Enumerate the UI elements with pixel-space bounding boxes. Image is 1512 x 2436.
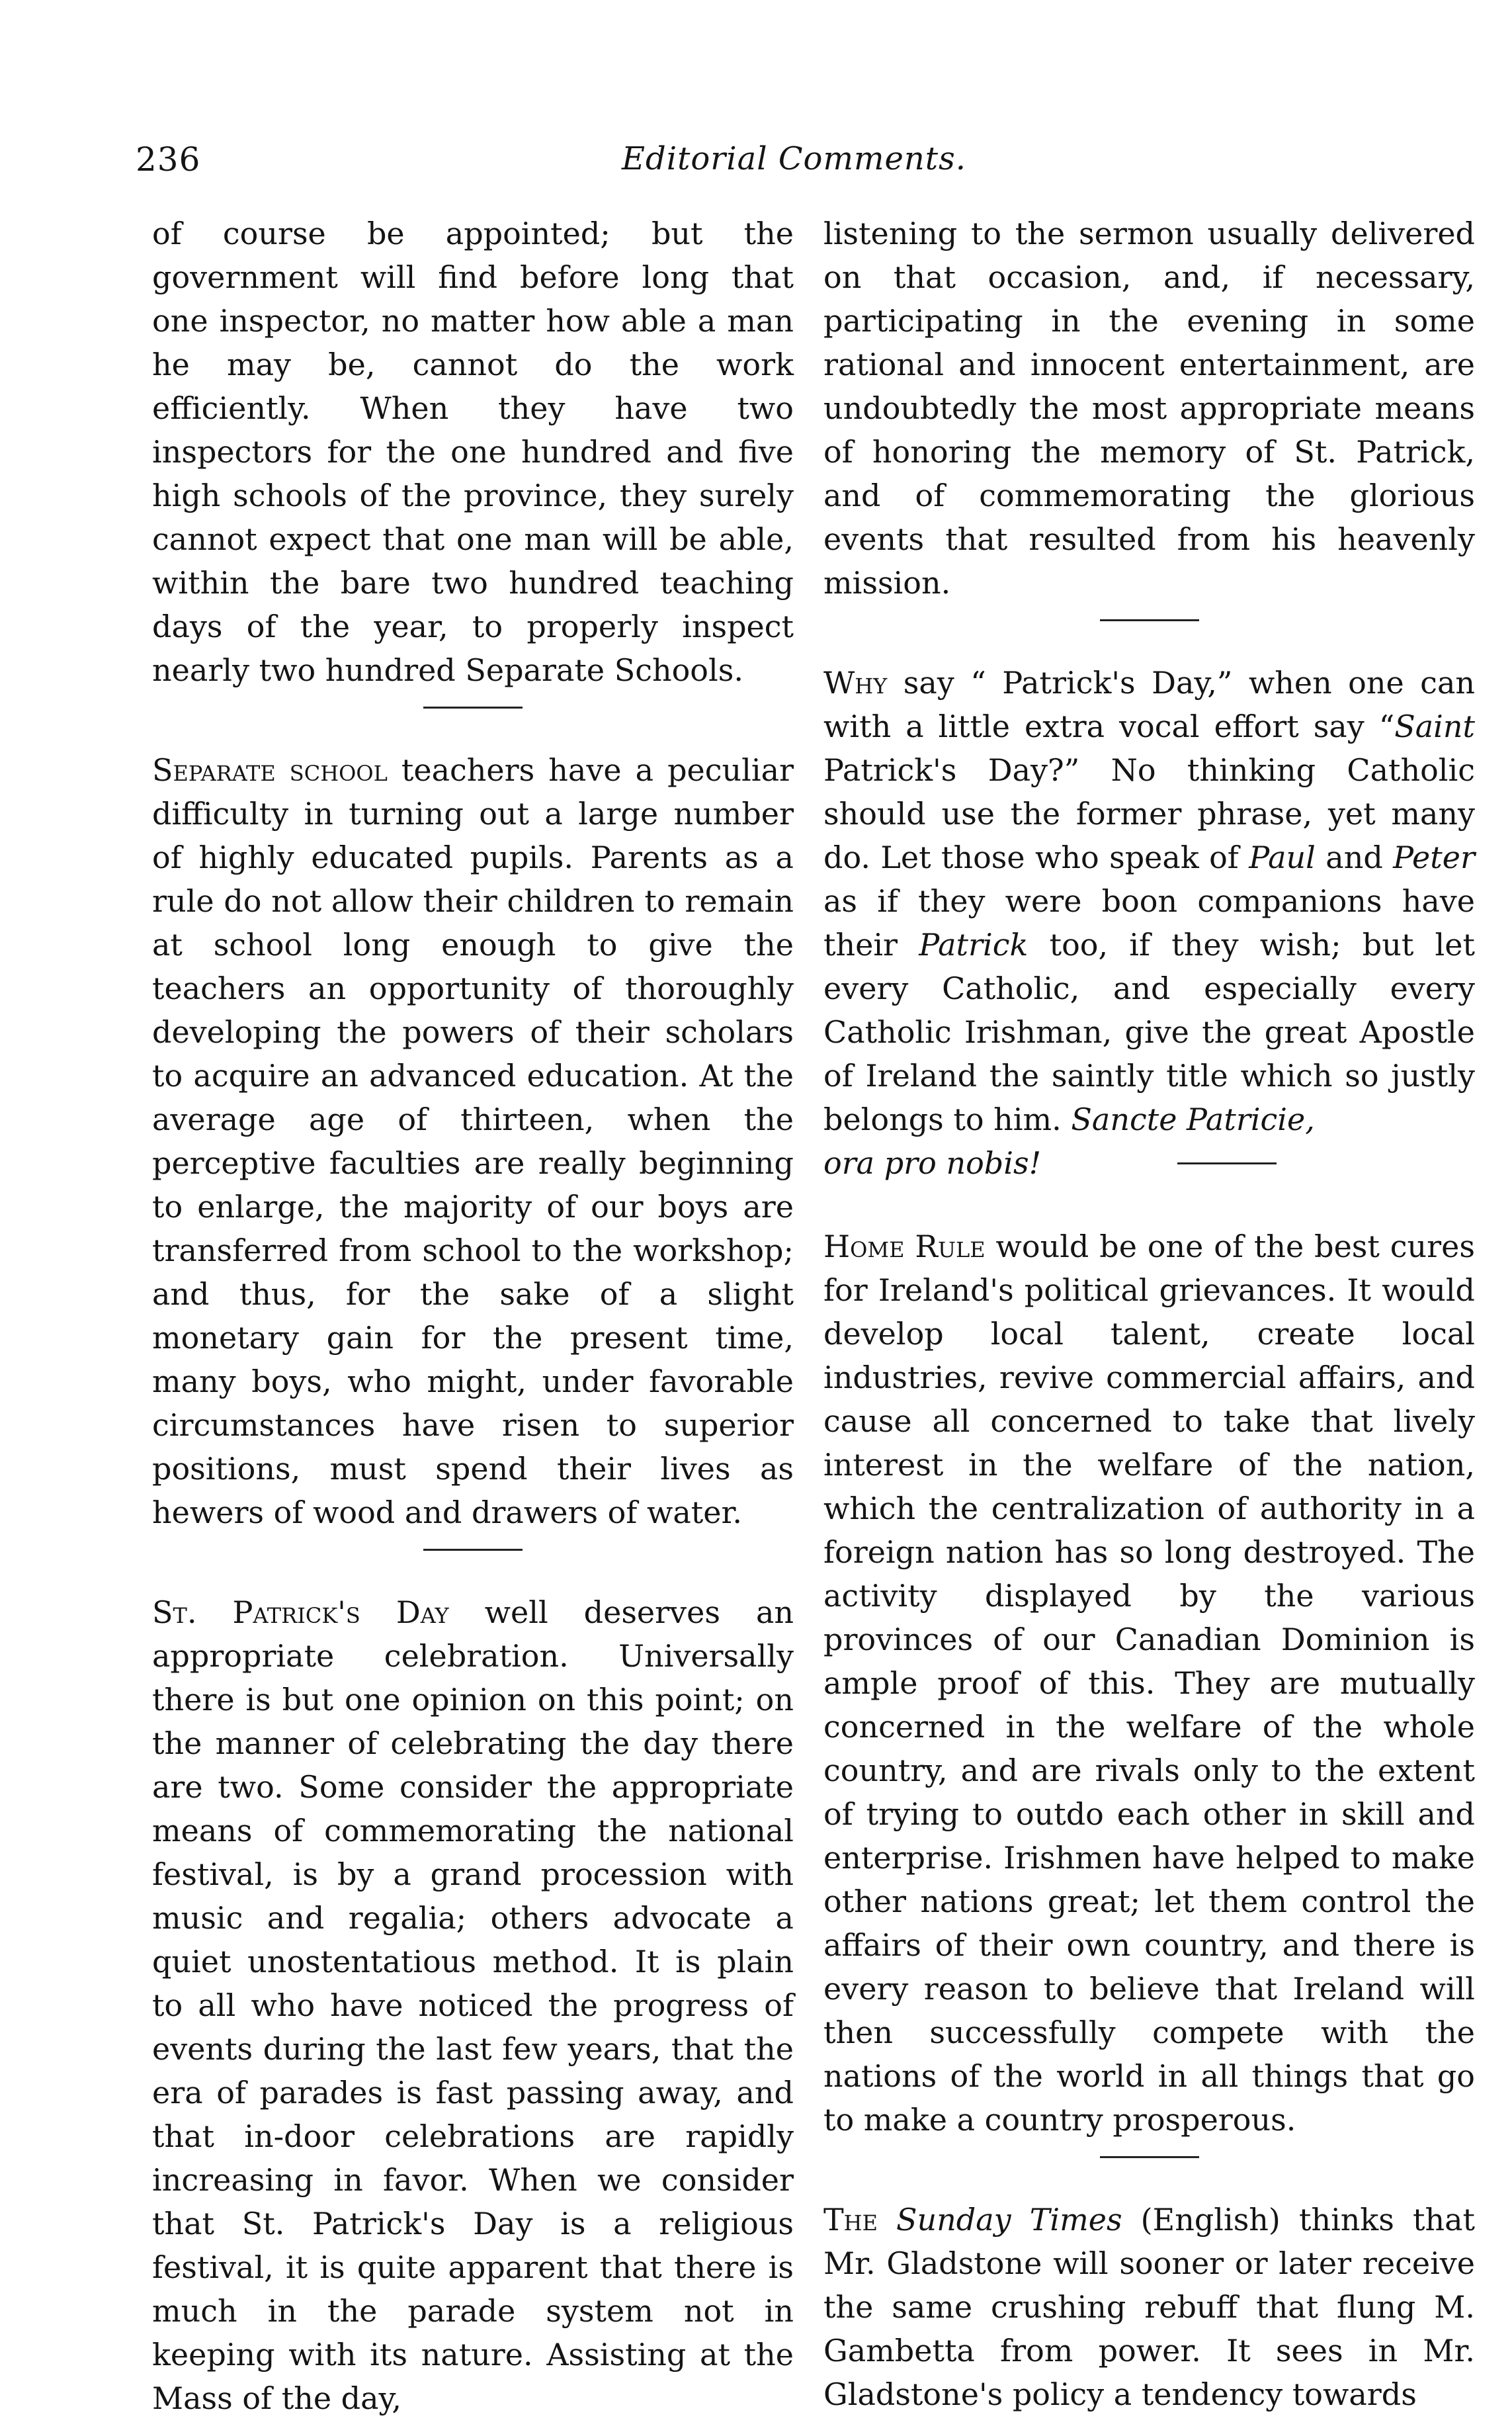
- paragraph-text: would be one of the best cures for Ireland's political grievances. It would develop local talent, create local industries, revive commercial affairs, and cause all concerned to take that lively interest in the welfare of the nation, which the centralization of authority in a foreign nation has so long destroyed. The activity displayed by the various provinces of our Canadian Dominion is ample proof of this. They are mutually concerned in the welfare of the whole country, and are rivals only to the extent of trying to outdo each other in skill and enterprise. Irishmen have helped to make other nations great; let them control the affairs of their own country, and there is every reason to believe that Ireland will then successfully compete with the nations of the world in all things that go to make a country prosperous.: [823, 1229, 1475, 2138]
- lead-words: The: [823, 2202, 878, 2238]
- section-rule: [1177, 1162, 1277, 1164]
- paragraph-text: teachers have a peculiar difficulty in turning out a large number of highly educated pupils. Parents as a rule do not allow their children to remain at school long enough to give the teachers an opportunity of thoroughly developing the powers of their scholars to acquire an advanced education. At the average age of thirteen, when the perceptive faculties are really beginning to enlarge, the majority of our boys are transferred from school to the workshop; and thus, for the sake of a slight monetary gain for the present time, many boys, who might, under favorable circumstances have risen to superior positions, must spend their lives as hewers of wood and drawers of water.: [152, 752, 794, 1530]
- latin-phrase: Sancte Patricie,: [1071, 1102, 1315, 1137]
- paragraph-tail: [823, 1141, 1475, 1185]
- section-rule: [423, 1549, 523, 1551]
- lead-words: St. Patrick's Day: [152, 1594, 449, 1630]
- paragraph-home-rule: [823, 1225, 1475, 2142]
- lead-words: Separate school: [152, 752, 388, 788]
- newspaper-title: Sunday Times: [896, 2202, 1122, 2238]
- page-number: 236: [136, 140, 201, 179]
- left-column: [152, 212, 794, 2420]
- paragraph-separate-schools: [152, 748, 794, 1534]
- paragraph-inspectors: of course be appointed; but the government will find before long that one inspector, no matter how able a man he may be, cannot do the work efficiently. When they have two inspectors for the one hundred and five high schools of the province, they surely cannot expect that one man will be able, within the bare two hundred teaching days of the year, to properly inspect nearly two hundred Separate Schools.: [152, 216, 794, 688]
- paragraph-st-patricks-day: [152, 1590, 794, 2420]
- section-rule: [1100, 619, 1199, 621]
- running-title: Editorial Comments.: [622, 140, 966, 177]
- paragraph-saint-patrick: Why say “ Patrick's Day,” when one can with a little extra vocal effort say “Saint Patrick's Day?” No thinking Catholic should use the former phrase, yet many do. Let those who speak of Paul and Peter as if they were boon companions have their Patrick too, if they wish; but let every Catholic, and especially every Catholic Irishman, give the great Apostle of Ireland the saintly title which so justly belongs to him. Sancte Patricie,: [823, 665, 1475, 1137]
- lead-words: Why: [823, 665, 888, 701]
- lead-words: Home Rule: [823, 1229, 986, 1264]
- paragraph-text: well deserves an appropriate celebration. Universally there is but one opinion on this point; on the manner of celebrating the day there are two. Some consider the appropriate means of commemorating the national festival, is by a grand procession with music and regalia; others advocate a quiet unostentatious method. It is plain to all who have noticed the progress of events during the last few years, that the era of parades is fast passing away, and that in-door celebrations are rapidly increasing in favor. When we consider that St. Patrick's Day is a religious festival, it is quite apparent that there is much in the parade system not in keeping with its nature. Assisting at the Mass of the day,: [152, 1594, 794, 2416]
- paragraph-text: (English) thinks that Mr. Gladstone will sooner or later receive the same crushing rebuff that flung M. Gambetta from power. It sees in Mr. Gladstone's policy a tendency towards: [823, 2202, 1475, 2412]
- right-column: [823, 212, 1475, 2416]
- section-rule: [423, 707, 523, 709]
- latin-phrase: ora pro nobis!: [823, 1145, 1042, 1181]
- paragraph-celebration-cont: listening to the sermon usually delivered on that occasion, and, if necessary, participating in the evening in some rational and innocent entertainment, are undoubtedly the most appropriate means of honoring the memory of St. Patrick, and of commemorating the glorious events that resulted from his heavenly mission.: [823, 216, 1475, 601]
- section-rule: [1100, 2156, 1199, 2158]
- paragraph-sunday-times: [823, 2198, 1475, 2416]
